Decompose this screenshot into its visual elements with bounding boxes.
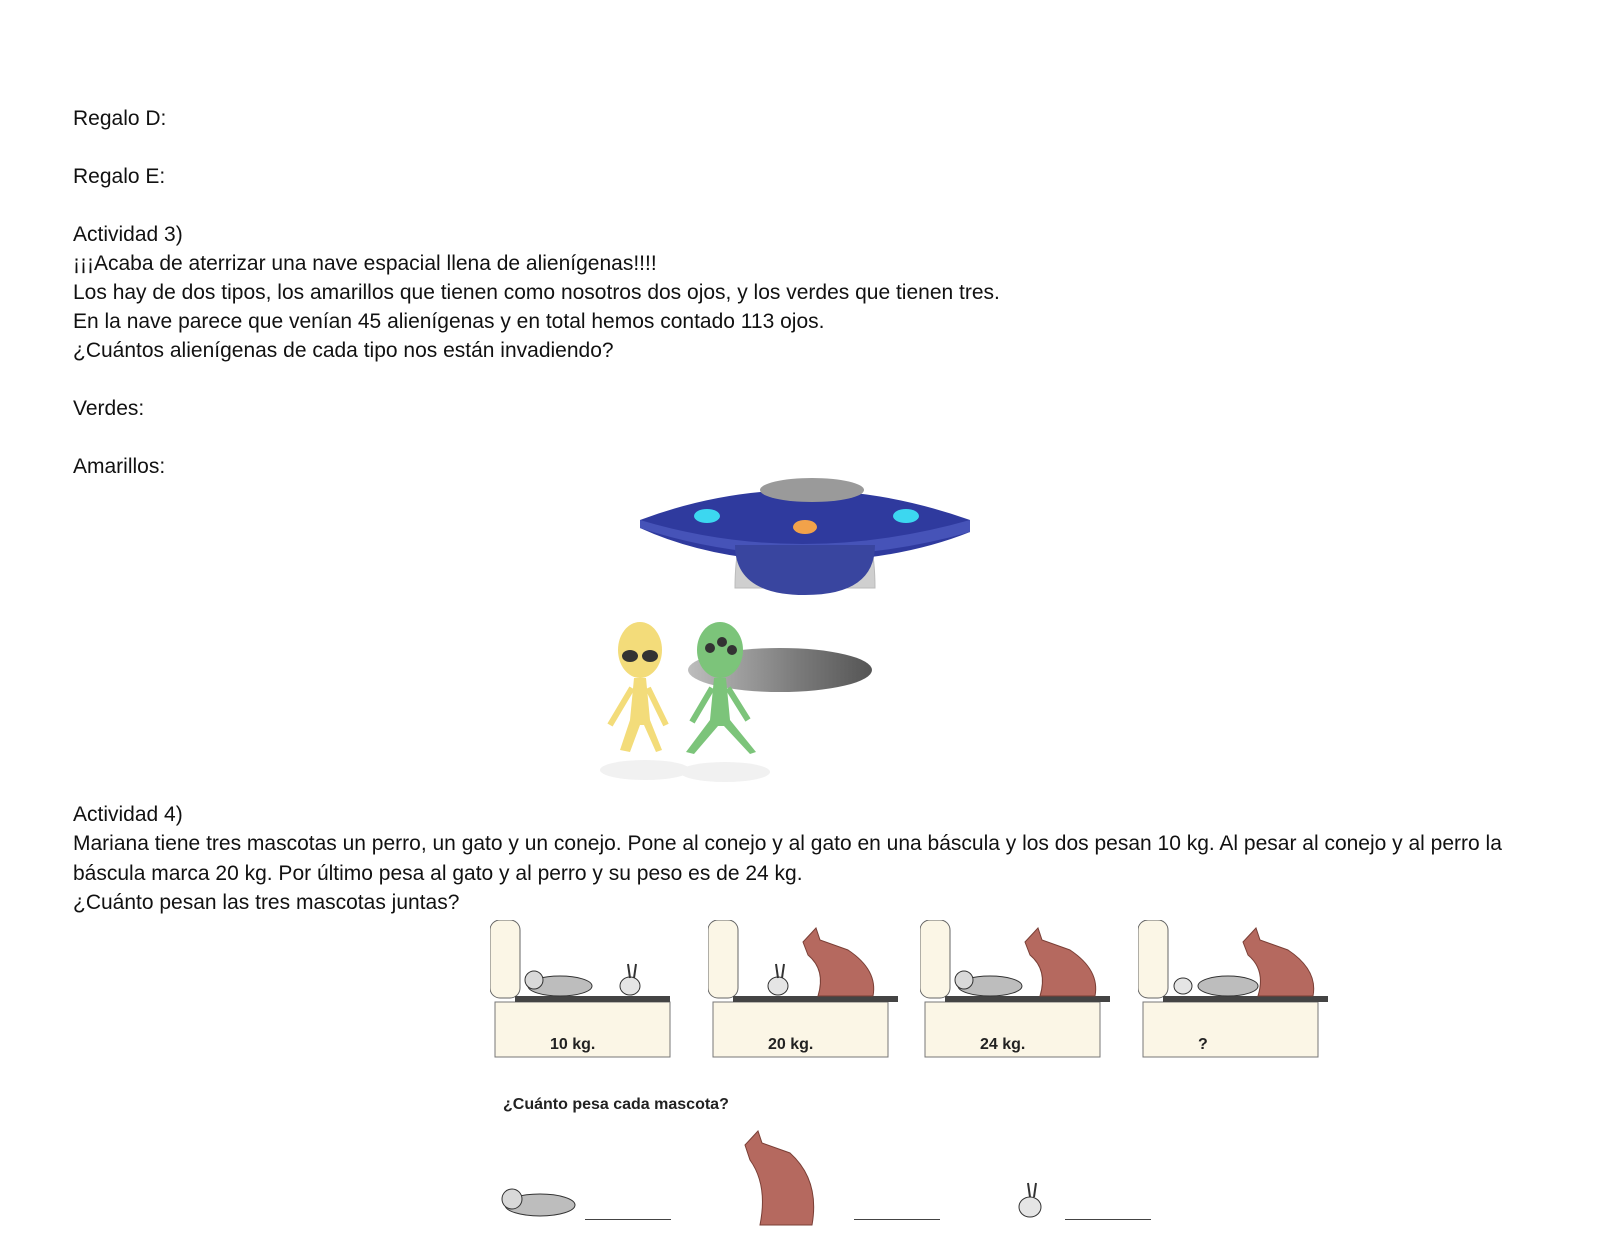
scale-weight-label: 10 kg.	[550, 1036, 596, 1053]
activity-3-line: En la nave parece que venían 45 alienígenas y en total hemos contado 113 ojos.	[73, 310, 825, 333]
dog-icon	[745, 1131, 814, 1225]
regalo-e-label: Regalo E:	[73, 165, 166, 188]
activity-3-title: Actividad 3)	[73, 223, 183, 246]
scales-illustration	[490, 920, 1360, 1070]
cat-icon	[525, 971, 592, 996]
scale-all-pets	[1138, 920, 1338, 1070]
dog-answer-blank[interactable]	[854, 1219, 940, 1220]
rabbit-icon	[1174, 978, 1192, 994]
cat-answer-blank[interactable]	[585, 1219, 671, 1220]
ufo-alien-illustration	[600, 420, 1000, 810]
rabbit-icon	[1019, 1183, 1041, 1217]
cat-icon	[1198, 976, 1258, 996]
cat-icon	[502, 1189, 575, 1216]
scale-weight-label: 24 kg.	[980, 1036, 1026, 1053]
rabbit-answer-blank[interactable]	[1065, 1219, 1151, 1220]
activity-3-question: ¿Cuántos alienígenas de cada tipo nos están invadiendo?	[73, 339, 614, 362]
scale-weight-label: ?	[1198, 1036, 1208, 1053]
activity-4-title: Actividad 4)	[73, 803, 183, 826]
rabbit-icon	[620, 964, 640, 995]
activity-3-line: Los hay de dos tipos, los amarillos que tienen como nosotros dos ojos, y los verdes que tienen tres.	[73, 281, 1000, 304]
activity-4-paragraph: Mariana tiene tres mascotas un perro, un gato y un conejo. Pone al conejo y al gato en una báscula y los dos pesan 10 kg. Al pesar al conejo y al perro la báscula marca 20 kg. Por último pesa al gato y al perro y su peso es de 24 kg.	[73, 832, 1502, 885]
ufo-icon	[640, 478, 970, 595]
rabbit-icon	[768, 964, 788, 995]
answers-row	[500, 1125, 1200, 1235]
scale-cat-dog	[920, 920, 1120, 1070]
amarillos-label: Amarillos:	[73, 455, 166, 478]
dog-icon	[1025, 928, 1096, 996]
regalo-d-label: Regalo D:	[73, 107, 167, 130]
each-pet-question: ¿Cuánto pesa cada mascota?	[503, 1096, 729, 1113]
activity-3-line: ¡¡¡Acaba de aterrizar una nave espacial llena de alienígenas!!!!	[73, 252, 657, 275]
cat-icon	[955, 971, 1022, 996]
scale-cat-rabbit	[490, 920, 690, 1070]
activity-4-question: ¿Cuánto pesan las tres mascotas juntas?	[73, 891, 460, 914]
scale-rabbit-dog	[708, 920, 908, 1070]
verdes-label: Verdes:	[73, 397, 145, 420]
scale-weight-label: 20 kg.	[768, 1036, 814, 1053]
yellow-alien-icon	[610, 622, 666, 752]
dog-icon	[803, 928, 874, 996]
